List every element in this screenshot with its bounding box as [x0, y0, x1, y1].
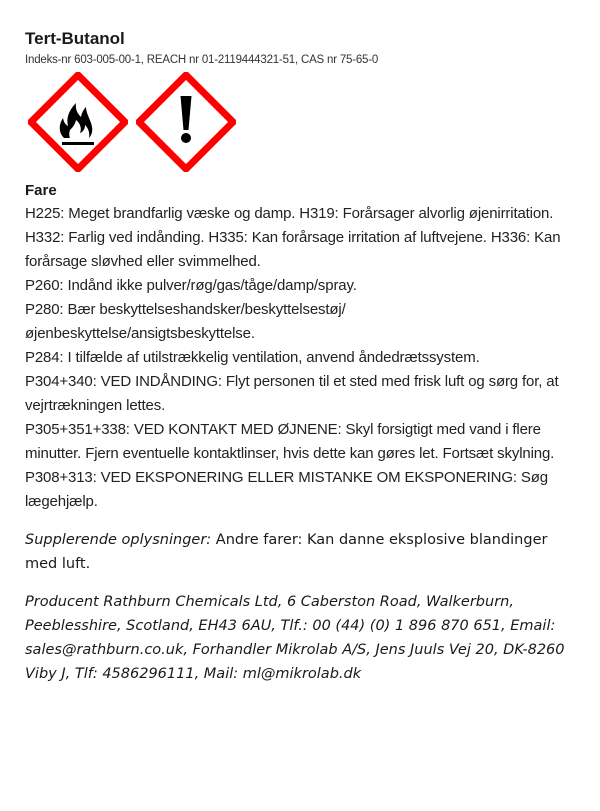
precautionary-statement: P284: I tilfælde af utilstrækkelig ventilation, anvend åndedrætssystem.	[25, 349, 480, 366]
product-identifiers: Indeks-nr 603-005-00-1, REACH nr 01-2119444321-51, CAS nr 75-65-0	[25, 54, 379, 66]
exclamation-pictogram-icon	[136, 72, 236, 172]
signal-word: Fare	[25, 182, 57, 199]
supplementary-information	[25, 528, 576, 576]
precautionary-statement: P304+340: VED INDÅNDING: Flyt personen til et sted med frisk luft og sørg for, at	[25, 373, 559, 390]
precautionary-statement: øjenbeskyttelse/ansigtsbeskyttelse.	[25, 325, 255, 342]
flammable-pictogram-icon	[28, 72, 128, 172]
supplementary-text: Andre farer: Kan danne eksplosive blandinger med luft.	[25, 532, 548, 572]
precautionary-statement: minutter. Fjern eventuelle kontaktlinser, hvis dette kan gøres let. Fortsæt skylning.	[25, 445, 555, 462]
supplementary-label: Supplerende oplysninger:	[25, 532, 212, 548]
product-title: Tert-Butanol	[25, 29, 125, 48]
precautionary-statement: P308+313: VED EKSPONERING ELLER MISTANKE OM EKSPONERING: Søg lægehjælp.	[25, 469, 548, 510]
precautionary-statement: vejrtrækningen lettes.	[25, 397, 166, 414]
hazard-precautionary-statements	[25, 202, 576, 514]
producer-info: Producent Rathburn Chemicals Ltd, 6 Caberston Road, Walkerburn, Peeblesshire, Scotland, EH43 6AU, Tlf.: 00 (44) (0) 1 896 870 651, Email: sales@rathburn.co.uk, Forhandler Mikrolab A/S, Jens Juuls Vej 20, DK-8260 Viby J, Tlf: 4586296111, Mail: ml@mikrolab.dk	[25, 594, 565, 682]
precautionary-statement: P305+351+338: VED KONTAKT MED ØJNENE: Skyl forsigtigt med vand i flere	[25, 421, 541, 438]
hazard-pictograms	[28, 72, 576, 172]
hazard-statements: H225: Meget brandfarlig væske og damp. H319: Forårsager alvorlig øjenirritation. H332: Farlig ved indånding. H335: Kan forårsage irritation af luftvejene. H336: Kan forårsage sløvhed eller svimmelhed.	[25, 205, 561, 270]
precautionary-statement: P280: Bær beskyttelseshandsker/beskyttelsestøj/	[25, 301, 346, 318]
precautionary-statement: P260: Indånd ikke pulver/røg/gas/tåge/damp/spray.	[25, 277, 357, 294]
